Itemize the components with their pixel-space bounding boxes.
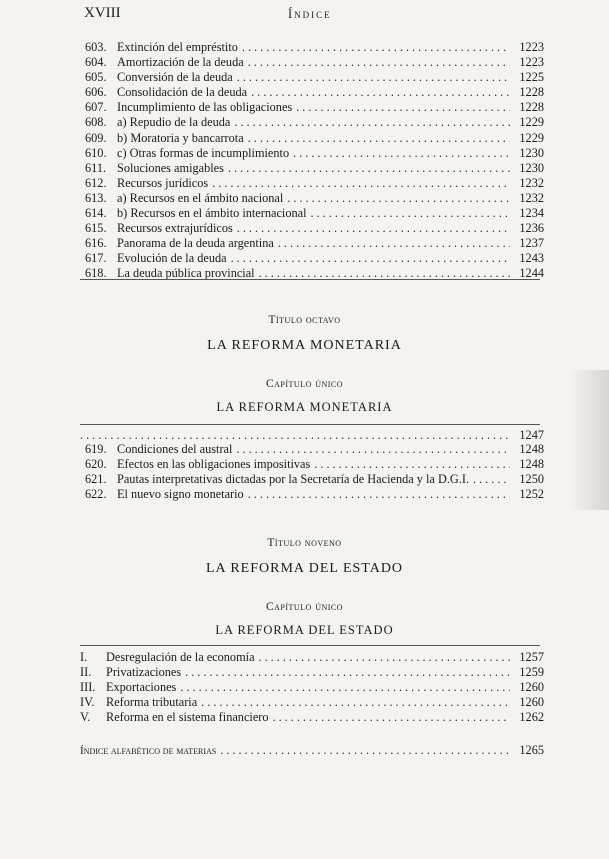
running-title: Índice [288, 7, 332, 21]
toc-page: 1228 [519, 100, 544, 115]
leader-dots [236, 442, 510, 457]
toc-row [85, 176, 544, 191]
toc-text: Evolución de la deuda [117, 251, 227, 266]
toc-section-noveno [80, 650, 544, 725]
toc-number: 607. [85, 100, 107, 115]
titulo-noveno-label: Título noveno [267, 537, 342, 549]
toc-text: Pautas interpretativas dictadas por la Secretaría de Hacienda y la D.G.I. [117, 472, 470, 487]
toc-page: 1257 [519, 650, 544, 664]
leader-dots [237, 70, 510, 85]
toc-page: 1234 [519, 206, 544, 221]
toc-number: 610. [85, 145, 107, 160]
toc-page: 1237 [519, 236, 544, 251]
leader-dots [248, 55, 510, 70]
toc-page: 1223 [519, 40, 544, 54]
toc-number: III. [80, 680, 96, 695]
toc-number: 620. [85, 457, 107, 472]
toc-row [85, 487, 544, 502]
toc-text: Recursos jurídicos [117, 175, 209, 190]
toc-text: a) Recursos en el ámbito nacional [117, 190, 284, 205]
leader-dots [212, 176, 510, 191]
leader-dots [220, 743, 510, 758]
toc-row [85, 146, 544, 161]
toc-text: Recursos extrajurídicos [117, 221, 233, 236]
toc-text: Consolidación de la deuda [117, 85, 248, 100]
toc-page: 1230 [519, 145, 544, 160]
toc-row [80, 650, 544, 665]
page-edge-shadow [569, 370, 609, 510]
leader-dots [242, 40, 510, 55]
toc-number: 613. [85, 190, 107, 205]
toc-text: Desregulación de la economía [106, 650, 255, 664]
toc-row [85, 457, 544, 472]
leader-dots [231, 251, 510, 266]
capitulo-octavo-title: LA REFORMA MONETARIA [216, 400, 393, 414]
toc-number: 622. [85, 487, 107, 502]
toc-row [85, 131, 544, 146]
toc-text: a) Repudio de la deuda [117, 115, 231, 130]
leader-dots [296, 100, 510, 115]
toc-number: 615. [85, 221, 107, 236]
toc-number: 616. [85, 236, 107, 251]
leader-dots [248, 487, 510, 502]
toc-number: 606. [85, 85, 107, 100]
leader-dots [311, 206, 510, 221]
toc-text: Soluciones amigables [117, 160, 224, 175]
toc-number: 611. [85, 160, 107, 175]
toc-section-deuda [85, 40, 544, 282]
leader-dots [314, 457, 510, 472]
toc-page: 1248 [519, 457, 544, 472]
toc-number: I. [80, 650, 88, 664]
toc-page: 1232 [519, 175, 544, 190]
toc-text: Exportaciones [106, 680, 177, 695]
leader-dots [287, 191, 510, 206]
toc-row [80, 710, 544, 725]
leader-dots [248, 131, 510, 146]
toc-row [85, 100, 544, 115]
toc-number: 604. [85, 55, 107, 70]
toc-page: 1259 [519, 665, 544, 680]
toc-row [80, 665, 544, 680]
toc-page: 1247 [519, 428, 544, 442]
leader-dots [273, 710, 510, 725]
toc-number: 608. [85, 115, 107, 130]
capitulo-noveno-title: LA REFORMA DEL ESTADO [215, 623, 394, 637]
toc-row [85, 40, 544, 55]
toc-indice-row [80, 743, 544, 758]
titulo-octavo-label: Título octavo [268, 314, 341, 326]
toc-row [80, 743, 544, 758]
page-number: XVIII [84, 5, 121, 21]
toc-number: 617. [85, 251, 107, 266]
leader-dots [251, 85, 510, 100]
toc-number: 609. [85, 130, 107, 145]
toc-number: 621. [85, 472, 107, 487]
toc-row [85, 442, 544, 457]
toc-section-octavo [85, 442, 544, 502]
toc-text: b) Moratoria y bancarrota [117, 130, 244, 145]
toc-text: Incumplimiento de las obligaciones [117, 100, 293, 115]
toc-number: V. [80, 710, 91, 725]
toc-number: II. [80, 665, 92, 680]
toc-page: 1229 [519, 115, 544, 130]
toc-row [85, 236, 544, 251]
divider [80, 424, 540, 425]
leader-dots [234, 115, 510, 130]
toc-page: 1225 [519, 70, 544, 85]
toc-text: Efectos en las obligaciones impositivas [117, 457, 311, 472]
toc-page: 1260 [519, 695, 544, 710]
toc-row [80, 680, 544, 695]
leader-dots [278, 236, 510, 251]
toc-text: El nuevo signo monetario [117, 487, 244, 502]
toc-text: b) Recursos en el ámbito internacional [117, 206, 307, 221]
toc-text: Amortización de la deuda [117, 55, 244, 70]
toc-page: 1244 [519, 266, 544, 281]
toc-number: 605. [85, 70, 107, 85]
toc-text: Reforma tributaria [106, 695, 198, 710]
leader-dots [293, 146, 510, 161]
toc-page: 1265 [519, 743, 544, 757]
titulo-octavo-title: LA REFORMA MONETARIA [207, 338, 402, 353]
leader-dots [185, 665, 510, 680]
toc-text: Conversión de la deuda [117, 70, 233, 85]
toc-number: 618. [85, 266, 107, 281]
toc-page: 1262 [519, 710, 544, 725]
titulo-noveno-title: LA REFORMA DEL ESTADO [205, 561, 404, 576]
leader-dots [237, 221, 510, 236]
toc-text: c) Otras formas de incumplimiento [117, 145, 290, 160]
toc-row [85, 191, 544, 206]
toc-row [85, 251, 544, 266]
divider [80, 645, 540, 646]
toc-number: 619. [85, 442, 107, 456]
toc-text: Privatizaciones [106, 665, 182, 680]
toc-page: 1243 [519, 251, 544, 266]
toc-row [85, 115, 544, 130]
toc-text: Índice alfabético de materias [80, 745, 217, 757]
toc-page: 1250 [519, 472, 544, 487]
toc-row [85, 55, 544, 70]
toc-page: 1230 [519, 160, 544, 175]
toc-page: 1229 [519, 130, 544, 145]
toc-text: La deuda pública provincial [117, 266, 255, 281]
toc-page: 1248 [519, 442, 544, 456]
toc-intro-row [80, 428, 544, 443]
toc-number: 612. [85, 175, 107, 190]
toc-row [85, 221, 544, 236]
leader-dots [473, 472, 510, 487]
toc-text: Panorama de la deuda argentina [117, 236, 274, 251]
toc-row [85, 161, 544, 176]
leader-dots [80, 428, 510, 443]
toc-page: 1223 [519, 55, 544, 70]
toc-row [85, 472, 544, 487]
toc-page: 1236 [519, 221, 544, 236]
toc-row [85, 206, 544, 221]
toc-row [85, 85, 544, 100]
toc-page: 1252 [519, 487, 544, 502]
capitulo-octavo-label: Capítulo único [265, 378, 344, 390]
toc-text: Extinción del empréstito [117, 40, 238, 54]
toc-row [80, 695, 544, 710]
toc-page: 1232 [519, 190, 544, 205]
capitulo-noveno-label: Capítulo único [265, 601, 344, 613]
toc-number: 603. [85, 40, 107, 54]
leader-dots [201, 695, 510, 710]
toc-row [85, 70, 544, 85]
divider [80, 279, 540, 280]
toc-text: Condiciones del austral [117, 442, 233, 456]
toc-number: 614. [85, 206, 107, 221]
leader-dots [259, 650, 510, 665]
leader-dots [228, 161, 510, 176]
toc-number: IV. [80, 695, 95, 710]
toc-text: Reforma en el sistema financiero [106, 710, 269, 725]
toc-page: 1260 [519, 680, 544, 695]
toc-row [80, 428, 544, 443]
leader-dots [180, 680, 510, 695]
toc-page: 1228 [519, 85, 544, 100]
